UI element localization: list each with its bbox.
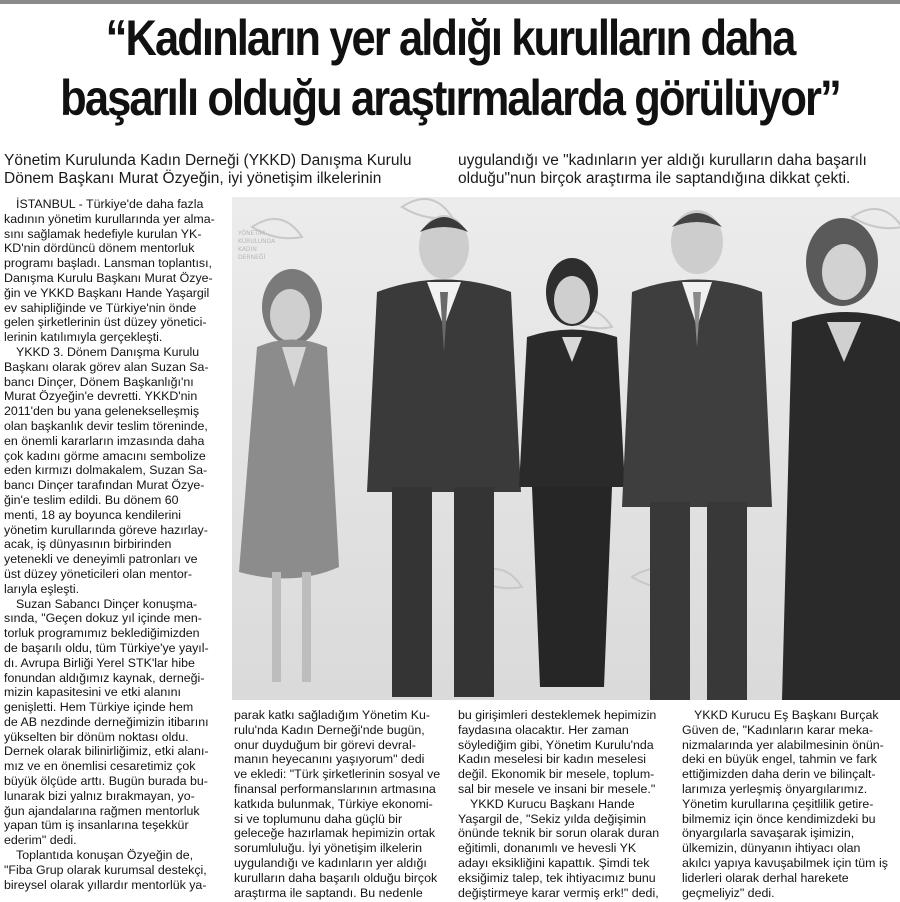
text-line: ülkemizin, dünyanın ihtiyacı olan [682,841,861,856]
text-line: sında, "Geçen dokuz yıl içinde men- [4,611,202,626]
text-line: eğitimli, donanımlı ve hevesli YK [458,841,637,856]
text-line: larıyla eşleşti. [4,581,80,596]
text-line: rulu'nda Kadın Derneği'nde bugün, [234,722,425,737]
backdrop-text: YÖNETİM [238,230,265,237]
text-line: YKKD 3. Dönem Danışma Kurulu [16,344,200,359]
text-line: geçmeliyiz" dedi. [682,885,775,900]
text-line: lerinin katılımıyla gerçekleşti. [4,330,163,345]
text-line: YKKD Kurucu Başkanı Hande [470,796,635,811]
text-line: mız ve en önemlisi cesaretimiz çok [4,759,196,774]
text-line: Dernek olarak bilinirliğimiz, etki alanı- [4,744,209,759]
text-line: dı. Avrupa Birliği Yerel STK'lar hibe [4,655,195,670]
deck-left [4,152,442,188]
text-line: onur duyduğum bir görevi devral- [234,737,416,752]
text-line: katkıda bulunmak, Türkiye ekonomi- [234,796,433,811]
text-line: eden kırmızı dolmakalem, Suzan Sa- [4,463,208,478]
text-line: yapan tüm iş insanlarına teşekkür [4,818,189,833]
text-line: si ve toplumunu daha güçlü bir [234,811,403,826]
text-line: ve ekledi: "Türk şirketlerinin sosyal ve [234,767,441,782]
deck-right [458,152,898,188]
text-line: sal bir mesele ve insani bir mesele." [458,781,656,796]
text-line: Murat Özyeğin'e devretti. YKKD'nin [4,389,198,404]
text-line: de başarılı oldu, tüm Türkiye'ye yayıl- [4,640,209,655]
group-photo [232,197,900,700]
text-line: yetenekli ve deneyimli patronları ve [4,552,198,567]
text-line: kurulların daha başarılı olduğu birçok [234,870,438,885]
text-line: larımıza yerleşmiş önyargılarımız. [682,781,868,796]
text-line: bancı Dinçer, Dönem Başkanlığı'nı [4,374,194,389]
text-line: Yaşargil de, "Sekiz yılda değişimin [458,811,647,826]
text-line: 2011'den bu yana gelenekselleşmiş [4,404,200,419]
text-line: Danışma Kurulu Başkanı Murat Özye- [4,270,213,285]
text-line: fonundan aldığımız kaynak, derneği- [4,670,205,685]
text-line: nizmalarında yer alabilmesinin önün- [682,737,884,752]
body-column-1 [4,197,228,892]
text-line: parak katkı sağladığım Yönetim Ku- [234,708,431,722]
text-line: geleceğe hazırlamak hepimizin ortak [234,826,436,841]
text-line: büyük ölçüde arttı. Bugün burada bu- [4,774,208,789]
text-line: programı başladı. Lansman toplantısı, [4,256,213,271]
text-line: Başkanı olarak görev alan Suzan Sa- [4,359,209,374]
text-line: menti, 18 ay boyunca kendilerini [4,507,182,522]
text-line: bancı Dinçer tarafından Murat Özye- [4,478,205,493]
text-line: en önemli kararların imzasında daha [4,433,205,448]
deck-right-line: uygulandığı ve "kadınların yer aldığı kurulların daha başarılı [458,152,867,169]
text-line: üst düzey yöneticileri olan mentor- [4,566,193,581]
text-line: ğin ve YKKD Başkanı Hande Yaşargil [4,285,210,300]
text-line: manın heyecanını yaşıyorum" dedi [234,752,425,767]
text-line: ederim" dedi. [4,833,77,848]
text-line: Kadın meselesi bir kadın meselesi [458,752,647,767]
text-line: liderleri olarak derhal harekete [682,870,849,885]
deck-right-line: olduğu"nun birçok araştırma ile saptandığına dikkat çekti. [458,170,851,187]
text-line: yükselten bir dönüm noktası oldu. [4,729,189,744]
text-line: Güven de, "Kadınların karar meka- [682,722,874,737]
text-line: finansal performanslarının artmasına [234,781,436,796]
text-line: söylediğim gibi, Yönetim Kurulu'nda [458,737,654,752]
deck-left-line: Yönetim Kurulunda Kadın Derneği (YKKD) Danışma Kurulu [4,152,412,169]
deck-left-line: Dönem Başkanı Murat Özyeğin, iyi yönetişim ilkelerinin [4,170,382,187]
text-line: sorumluluğu. İyi yönetişim ilkelerin [234,841,422,856]
text-line: akılcı yapıya kavuşabilmek için tüm iş [682,855,888,870]
body-column-4 [682,708,898,900]
text-line: faydasına olacaktır. Her zaman [458,722,629,737]
text-line: ev sahipliğinde ve Türkiye'nin önde [4,300,197,315]
text-line: Yönetim kurullarına çeşitlilik getire- [682,796,874,811]
backdrop-text: DERNEĞİ [238,254,266,261]
text-line: uygulandığı ve kadınların yer aldığı [234,855,427,870]
text-line: acak, iş dünyasının birbirinden [4,537,172,552]
body-column-3 [458,708,676,900]
text-line: torluk programımız beklediğimizden [4,626,200,641]
text-line: ğun ajandalarına rağmen mentorluk [4,803,200,818]
text-line: önyargılarla savaşarak işimizin, [682,826,855,841]
text-line: lunarak bizi yalnız bırakmayan, yo- [4,788,195,803]
text-line: yönetim kurullarında göreve hazırlay- [4,522,208,537]
text-line: de AB nezdinde derneğimizin itibarını [4,714,209,729]
text-line: bu girişimleri desteklemek hepimizin [458,708,657,722]
top-rule [0,0,900,4]
text-line: bireysel olarak yıllardır mentorlük ya- [4,877,207,892]
text-line: olan başkanlık devir teslim töreninde, [4,418,208,433]
text-line: ğin'e teslim edildi. Bu dönem 60 [4,492,179,507]
headline [59,8,842,128]
text-line: önünde teknik bir sorun olarak duran [458,826,660,841]
text-line: adayı eksikliğini kapattık. Şimdi tek [458,855,650,870]
text-line: değil. Ekonomik bir mesele, toplum- [458,767,655,782]
text-line: KD'nin dördüncü dönem mentorluk [4,241,195,256]
backdrop-text: KADIN [238,246,257,253]
text-line: gelen şirketlerinin üst düzey yönetici- [4,315,207,330]
body-column-2 [234,708,450,900]
text-line: bilmemiz için önce kendimizdeki bu [682,811,876,826]
text-line: çok kadını görme amacını sembolize [4,448,206,463]
text-line: genişletti. Hem Türkiye içinde hem [4,700,194,715]
text-line: YKKD Kurucu Eş Başkanı Burçak [694,708,879,722]
headline-line-2: başarılı olduğu araştırmalarda görülüyor” [60,70,840,126]
text-line: sını sağlamak hedefiyle kurulan YK- [4,226,202,241]
text-line: deki en büyük engel, tahmin ve fark [682,752,877,767]
text-line: Toplantıda konuşan Özyeğin de, [16,848,194,863]
text-line: İSTANBUL - Türkiye'de daha fazla [16,197,204,211]
headline-line-1: “Kadınların yer aldığı kurulların daha [105,10,795,66]
text-line: mizin kapasitesini ve etki alanını [4,685,181,700]
text-line: Suzan Sabancı Dinçer konuşma- [16,596,198,611]
text-line: araştırma ile saptandı. Bu nedenle [234,885,423,900]
text-line: ettiğimizden daha derin ve bilinçalt- [682,767,876,782]
text-line: "Fiba Grup olarak kurumsal destekçi, [4,862,207,877]
text-line: eksiğimiz talep, tek ihtiyacımız bunu [458,870,656,885]
text-line: değiştirmeye karar vermiş erk!" dedi, [458,885,659,900]
backdrop-text: KURULUNDA [238,238,276,245]
text-line: kadının yönetim kurullarında yer alma- [4,211,215,226]
